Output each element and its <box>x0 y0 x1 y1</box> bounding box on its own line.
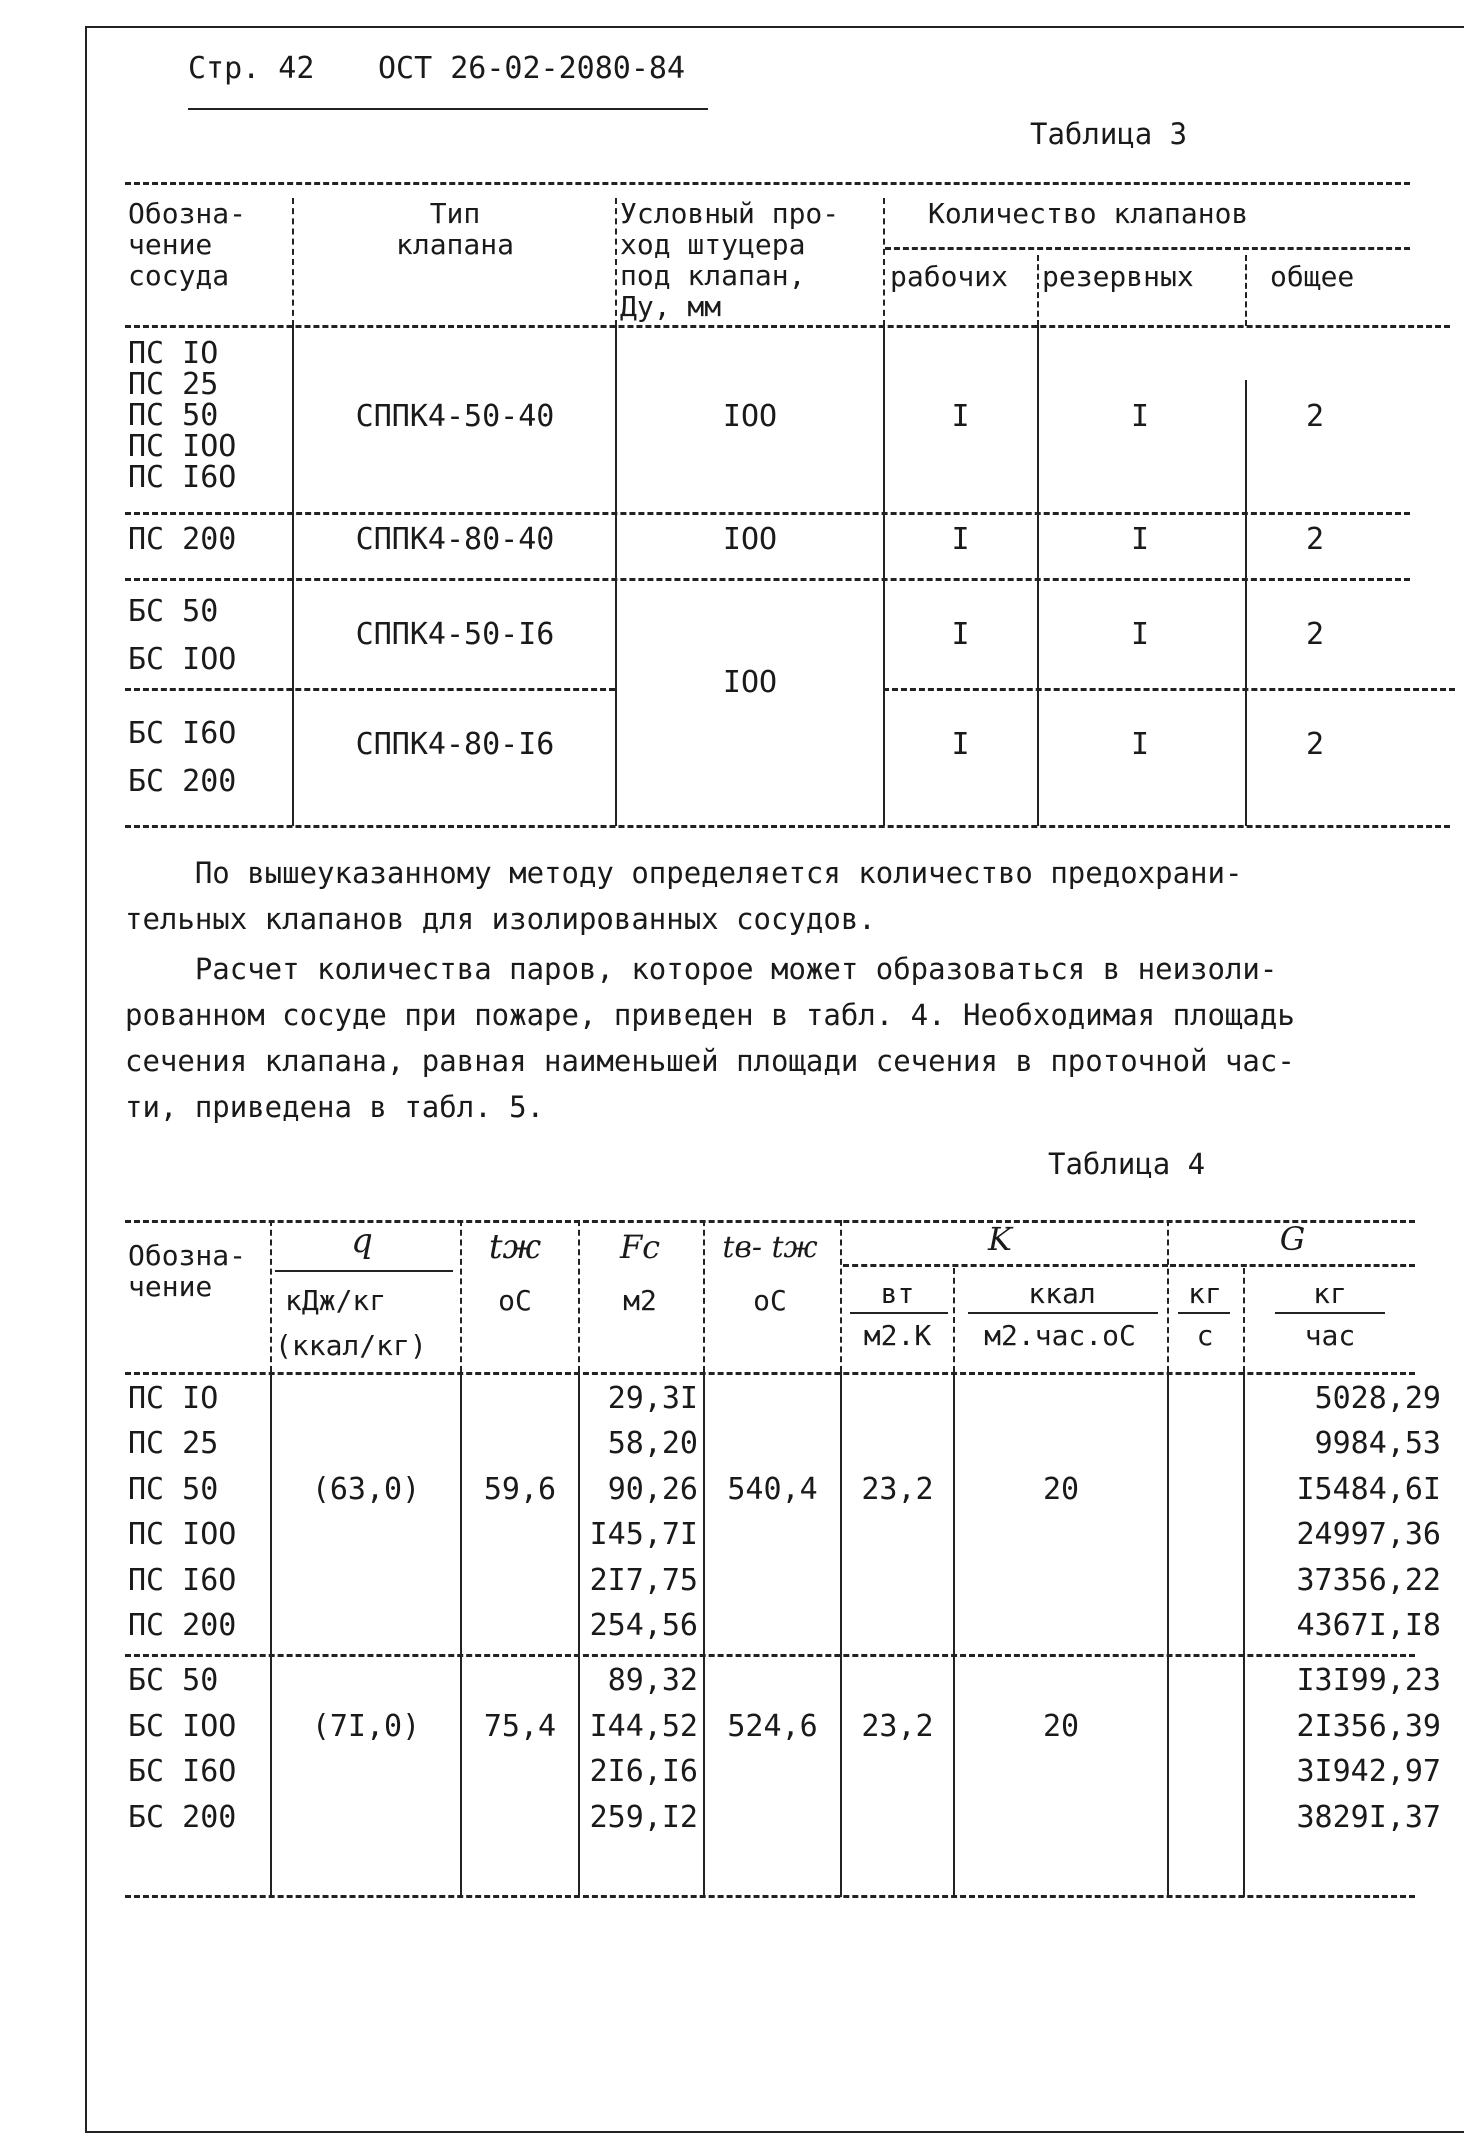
t4-header-f-unit: м2 <box>623 1284 657 1317</box>
t4-header-k-unit2-num: ккал <box>1028 1277 1096 1310</box>
t3-header-working: рабочих <box>890 260 1009 293</box>
t4-group1-q: (63,0) <box>311 1472 421 1507</box>
t4-row-name: ПС I6O <box>128 1563 237 1598</box>
t4-row-name: БС I6O <box>128 1754 237 1789</box>
t3-row2-reserve: I <box>1130 522 1150 557</box>
t3-row4-vessels: БС I6O БС 200 <box>128 716 237 799</box>
page-number: Стр. 42 <box>188 51 315 86</box>
t4-group1-dt: 540,4 <box>727 1472 818 1507</box>
t4-row-name: ПС IOO <box>128 1517 237 1552</box>
t4-group2-k-w: 23,2 <box>861 1709 934 1744</box>
t3-row3-total: 2 <box>1305 617 1325 652</box>
t3-row4-working: I <box>951 727 970 762</box>
t3-row1-working: I <box>951 399 970 434</box>
t3-row1-total: 2 <box>1305 399 1325 434</box>
paragraph-1: По вышеуказанному методу определяется количество предохрани- тельных клапанов для изолированных сосудов. <box>125 856 1243 936</box>
t4-row-f: 2I7,75 <box>589 1563 698 1598</box>
t4-row-f: I45,7I <box>589 1517 698 1552</box>
t3-row4-valve: СППК4-80-I6 <box>355 727 555 762</box>
t4-row-name: БС IOO <box>128 1709 237 1744</box>
t3-row3-valve: СППК4-50-I6 <box>355 617 555 652</box>
t3-row3-bore: IOO <box>722 665 778 700</box>
t4-row-g: 2I356,39 <box>1296 1709 1441 1744</box>
t4-header-g-unit1-den: с <box>1196 1319 1214 1352</box>
t4-header-f: Fc <box>619 1228 661 1266</box>
t4-row-g: 24997,36 <box>1296 1517 1441 1552</box>
t4-header-g-unit1-num: кг <box>1188 1277 1222 1310</box>
t4-header-k-unit1-num: вт <box>880 1277 915 1310</box>
t3-row2-working: I <box>951 522 970 557</box>
t4-row-g: 4367I,I8 <box>1296 1608 1441 1643</box>
t4-group2-k-kcal: 20 <box>1042 1709 1080 1744</box>
t4-row-g: 37356,22 <box>1296 1563 1441 1598</box>
t3-row1-valve: СППК4-50-40 <box>355 399 555 434</box>
t4-header-g: G <box>1279 1220 1306 1258</box>
t4-header-dt-unit: oC <box>753 1284 787 1317</box>
t4-row-f: 89,32 <box>607 1663 698 1698</box>
t4-row-name: ПС 200 <box>128 1608 237 1643</box>
t4-header-q: q <box>351 1221 373 1261</box>
t4-group1-k-kcal: 20 <box>1042 1472 1080 1507</box>
t4-row-g: I5484,6I <box>1296 1472 1441 1507</box>
t4-header-k: K <box>988 1220 1012 1258</box>
t3-header-total: общее <box>1270 260 1355 293</box>
t4-row-g: 3829I,37 <box>1296 1800 1441 1835</box>
t4-row-f: 58,20 <box>607 1426 698 1461</box>
t4-row-f: 254,56 <box>589 1608 698 1643</box>
t4-header-g-unit2-den: час <box>1304 1319 1356 1352</box>
t4-header-t: tж <box>488 1227 542 1267</box>
t3-header-reserve: резервных <box>1042 260 1194 293</box>
t3-header-valve-count: Количество клапанов <box>928 197 1249 230</box>
t4-row-g: 3I942,97 <box>1296 1754 1441 1789</box>
t4-header-k-unit2-den: м2.час.oC <box>984 1319 1136 1352</box>
t3-row2-valve: СППК4-80-40 <box>355 522 555 557</box>
table3-caption: Таблица 3 <box>1030 117 1188 151</box>
t4-row-g: I3I99,23 <box>1296 1663 1441 1698</box>
t4-row-name: ПС 25 <box>128 1426 219 1461</box>
t3-row1-bore: IOO <box>722 399 778 434</box>
t3-row3-vessels: БС 50 БС IOO <box>128 594 237 677</box>
t4-header-q-unit2: (ккал/кг) <box>275 1329 427 1362</box>
t4-group1-k-w: 23,2 <box>861 1472 934 1507</box>
t4-group2-dt: 524,6 <box>727 1709 818 1744</box>
t3-row1-reserve: I <box>1130 399 1150 434</box>
standard-code: ОСТ 26-02-2080-84 <box>378 51 686 86</box>
t4-group2-t: 75,4 <box>483 1709 557 1744</box>
t3-row1-vessels: ПС IO ПС 25 ПС 50 ПС IOO ПС I6O <box>128 336 237 495</box>
t4-group2-q: (7I,0) <box>311 1709 421 1744</box>
t3-header-valve-type: Тип клапана <box>395 197 514 261</box>
t3-row2-bore: IOO <box>722 522 778 557</box>
table4-caption: Таблица 4 <box>1048 1147 1206 1181</box>
t4-row-g: 9984,53 <box>1314 1426 1441 1461</box>
t3-row4-reserve: I <box>1130 727 1150 762</box>
t4-header-dt: tв- tж <box>722 1230 818 1265</box>
t4-row-name: БС 50 <box>128 1663 219 1698</box>
t4-group1-t: 59,6 <box>483 1472 557 1507</box>
t4-row-name: ПС IO <box>128 1381 219 1416</box>
t4-header-designation: Обозна- чение <box>128 1239 247 1303</box>
t4-header-q-unit1: кДж/кг <box>285 1284 387 1317</box>
t4-row-g: 5028,29 <box>1314 1381 1441 1416</box>
t4-row-f: 2I6,I6 <box>589 1754 698 1789</box>
t3-header-designation: Обозна- чение сосуда <box>128 197 247 292</box>
t4-header-k-unit1-den: м2.K <box>863 1319 932 1352</box>
t3-header-nominal-bore: Условный про- ход штуцера под клапан, Ду, мм <box>620 197 840 323</box>
t4-row-f: 259,I2 <box>589 1800 698 1835</box>
t4-row-name: БС 200 <box>128 1800 237 1835</box>
t3-row3-working: I <box>951 617 970 652</box>
t3-row3-reserve: I <box>1130 617 1150 652</box>
t3-row2-vessels: ПС 200 <box>128 522 237 557</box>
paragraph-2: Расчет количества паров, которое может образоваться в неизоли- рованном сосуде при пожаре, приведен в табл. 4. Необходимая площадь сечения клапана, равная наименьшей площади сечения в проточной час- ти, приведена в табл. 5. <box>125 952 1295 1124</box>
t4-row-f: I44,52 <box>589 1709 698 1744</box>
t3-row4-total: 2 <box>1305 727 1325 762</box>
t4-row-f: 90,26 <box>607 1472 698 1507</box>
t4-row-name: ПС 50 <box>128 1472 219 1507</box>
t4-header-t-unit: oC <box>498 1284 532 1317</box>
header-underline <box>188 108 708 110</box>
t4-row-f: 29,3I <box>607 1381 698 1416</box>
t4-header-g-unit2-num: кг <box>1313 1277 1347 1310</box>
t3-row2-total: 2 <box>1305 522 1325 557</box>
